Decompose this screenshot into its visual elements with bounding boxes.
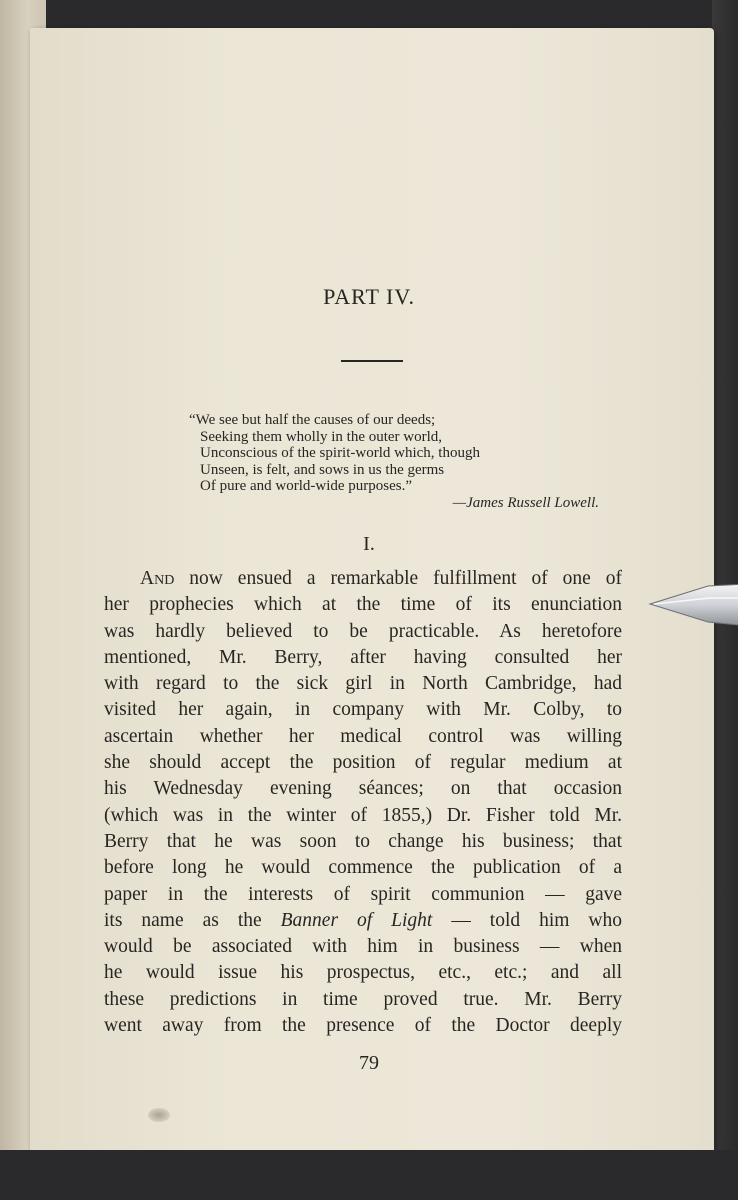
body-line: mentioned, Mr. Berry, after having consulted her <box>104 646 622 668</box>
body-line: paper in the interests of spirit communion — gave <box>104 883 622 905</box>
body-line <box>104 566 622 592</box>
body-line: before long he would commence the publication of a <box>104 857 622 879</box>
body-line: her prophecies which at the time of its enunciation <box>104 594 622 616</box>
body-line: she should accept the position of regular medium at <box>104 752 622 774</box>
body-line: he would issue his prospectus, etc., etc.; and all <box>104 962 622 984</box>
part-title: PART IV. <box>323 284 415 309</box>
epigraph-line: Of pure and world-wide purposes.” <box>200 478 413 494</box>
body-line: went away from the presence of the Doctor deeply <box>104 1015 622 1037</box>
epigraph-attribution: —James Russell Lowell. <box>452 494 599 511</box>
title-rule <box>341 360 403 362</box>
body-line: these predictions in time proved true. Mr. Berry <box>104 988 622 1010</box>
body-text <box>104 566 622 1039</box>
epigraph-line: Unconscious of the spirit-world which, though <box>200 445 480 461</box>
body-line: ascertain whether her medical control was willing <box>104 725 622 747</box>
epigraph-line: Unseen, is felt, and sows in us the germs <box>200 461 445 478</box>
body-line-text: — told him who <box>432 909 622 931</box>
body-line-text: now ensued a remarkable fulfillment of one of <box>174 568 622 589</box>
publication-title: Banner of Light <box>280 909 433 931</box>
body-line-text: its name as the <box>104 909 281 931</box>
body-line <box>104 908 622 934</box>
body-line: his Wednesday evening séances; on that occasion <box>104 778 622 800</box>
body-line: would be associated with him in business — when <box>104 936 622 958</box>
body-line: Berry that he was soon to change his business; that <box>104 830 622 852</box>
epigraph-line: “We see but half the causes of our deeds; <box>189 412 436 428</box>
body-line: (which was in the winter of 1855,) Dr. Fisher told Mr. <box>104 804 622 826</box>
body-line: was hardly believed to be practicable. As heretofore <box>104 620 622 642</box>
body-line: with regard to the sick girl in North Cambridge, had <box>104 673 622 695</box>
epigraph-line: Seeking them wholly in the outer world, <box>200 428 443 445</box>
pen-pointer-icon <box>648 580 738 630</box>
page-number: 79 <box>359 1052 379 1074</box>
page-smudge <box>148 1108 170 1122</box>
section-number: I. <box>363 533 375 555</box>
body-line: visited her again, in company with Mr. Colby, to <box>104 699 622 721</box>
background-bottom <box>0 1150 738 1200</box>
drop-word: And <box>140 568 175 589</box>
epigraph <box>189 412 619 511</box>
